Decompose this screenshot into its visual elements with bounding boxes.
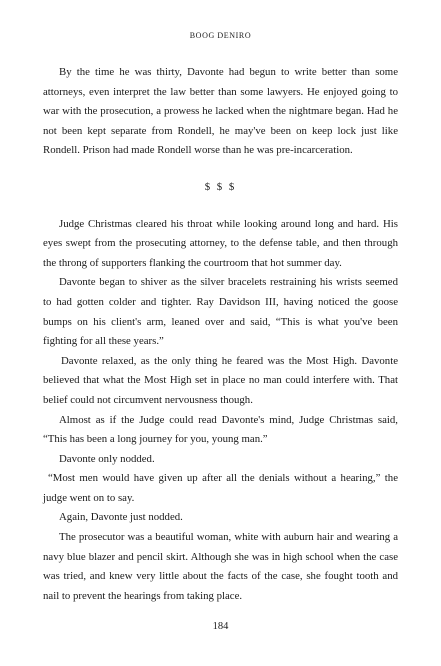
paragraph-7: “Most men would have given up after all the denials without a hearing,” the judge went on to say. (43, 472, 398, 504)
paragraph-8: Again, Davonte just nodded. (59, 511, 183, 524)
paragraph-5: Almost as if the Judge could read Davonte's mind, Judge Christmas said, “This has been a long journey for you, young man.” (43, 413, 398, 446)
paragraph-4: Davonte relaxed, as the only thing he feared was the Most High. Davonte believed that what the Most High set in place no man could interfere with. That belief could not circumvent nervousness though. (43, 354, 398, 406)
paragraph-9: The prosecutor was a beautiful woman, white with auburn hair and wearing a navy blue blazer and pencil skirt. Although she was in high school when the case was tried, and knew very little about the facts of the case, she fought tooth and nail to prevent the hearings from taking place. (43, 531, 398, 602)
paragraph-1: By the time he was thirty, Davonte had begun to write better than some attorneys, even interpret the law better than some lawyers. He enjoyed going to war with the prosecution, a prowess he lacked when the nightmare began. Had he not been kept separate from Rondell, he may've been on keep lock just like Rondell. Prison had made Rondell worse than he was pre-incarceration. (43, 66, 398, 157)
page-body (43, 63, 398, 606)
section-break: $ $ $ (204, 180, 237, 193)
paragraph-6: Davonte only nodded. (59, 452, 155, 465)
page-number: 184 (212, 621, 229, 632)
paragraph-2: Judge Christmas cleared his throat while looking around long and hard. His eyes swept from the prosecuting attorney, to the defense table, and then through the throng of supporters flanking the courtroom that hot summer day. (43, 217, 398, 269)
paragraph-3: Davonte began to shiver as the silver bracelets restraining his wrists seemed to had gotten colder and tighter. Ray Davidson III, having noticed the goose bumps on his client's arm, leaned over and said, “This is what you've been fighting for all these years.” (43, 276, 398, 348)
running-header: BOOG DENIRO (189, 31, 252, 40)
